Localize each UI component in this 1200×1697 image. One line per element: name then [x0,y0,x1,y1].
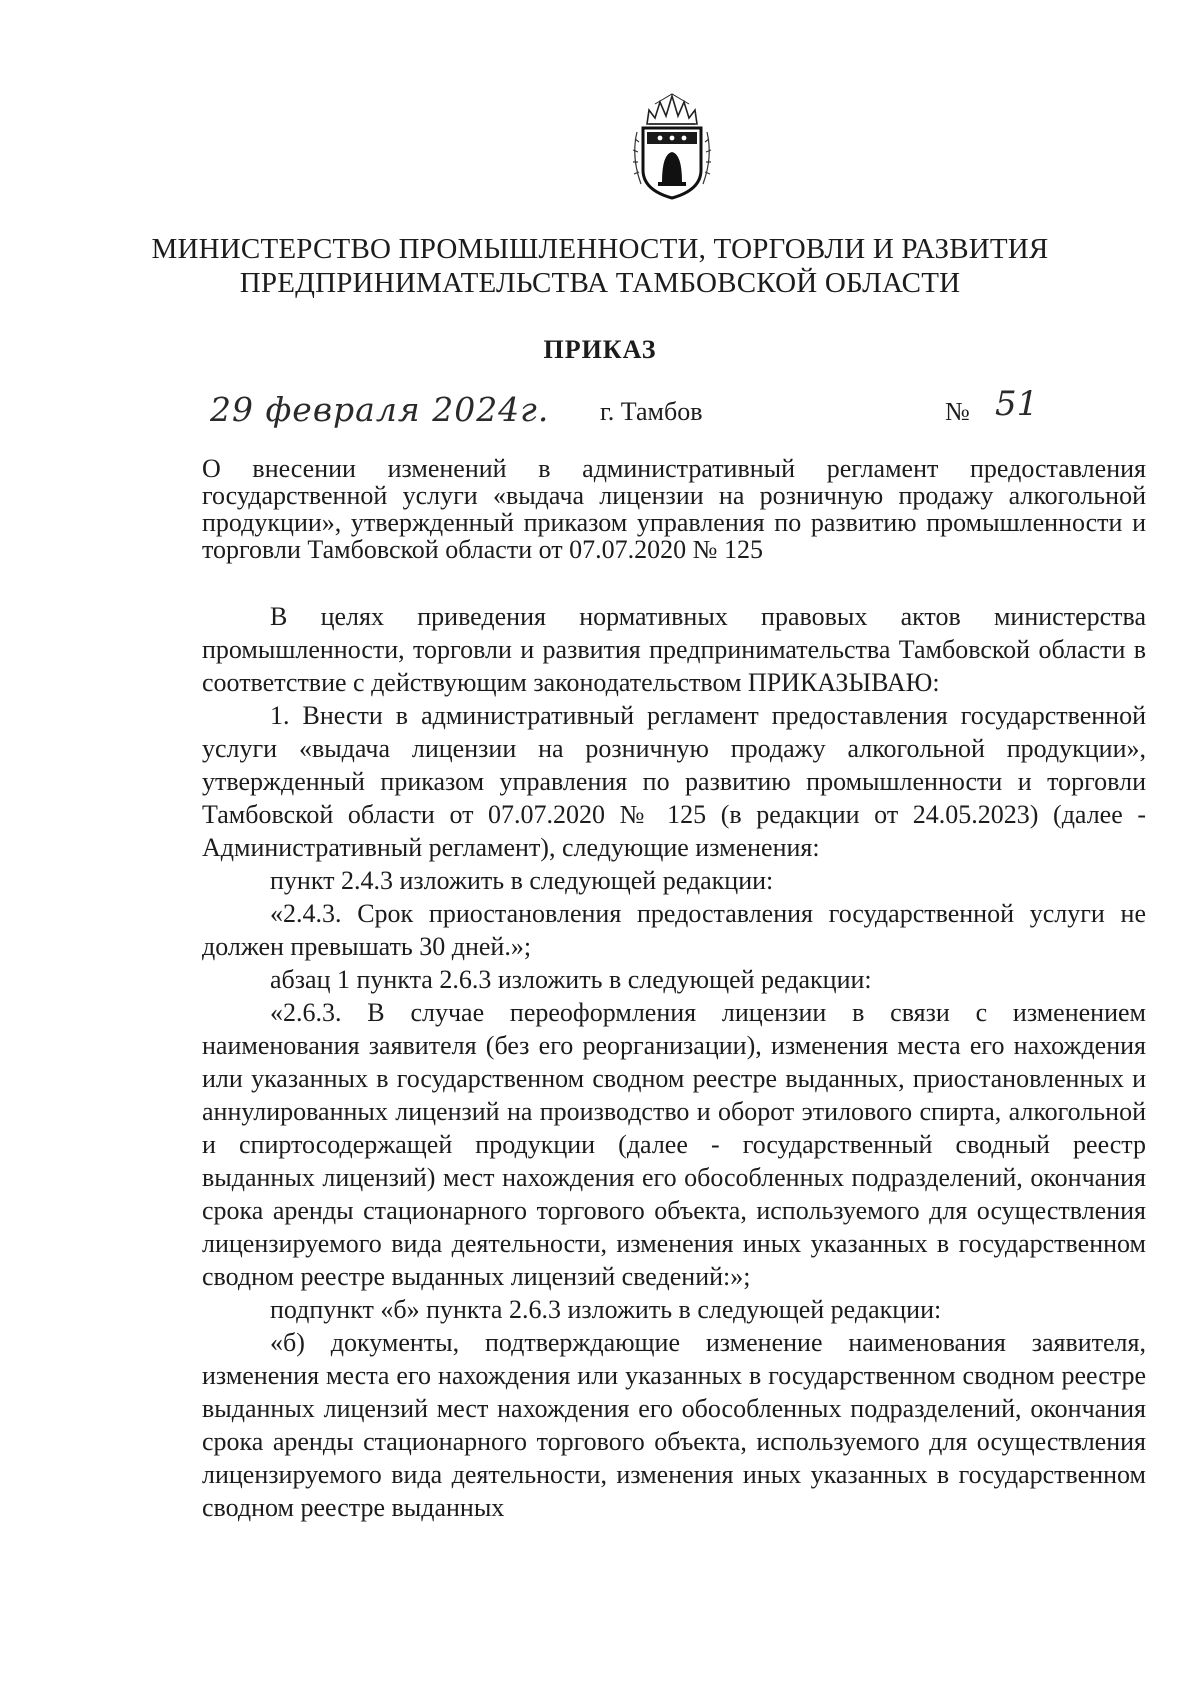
ministry-name-line1: МИНИСТЕРСТВО ПРОМЫШЛЕННОСТИ, ТОРГОВЛИ И РАЗВИТИЯ [151,233,1049,265]
paragraph: подпункт «б» пункта 2.6.3 изложить в следующей редакции: [270,1295,942,1324]
handwritten-date: 29 февраля 2024г. [210,390,550,429]
number-sign: № [945,397,970,426]
paragraph: 1. Внести в административный регламент предоставления государственной услуги «выдача лицензии на розничную продажу алкогольной продукции», утвержденный приказом управления по развитию промышленности и торговли Тамбовской области от 07.07.2020 № 125 (в редакции от 24.05.2023) (далее - Административный регламент), следующие изменения: [202,701,1146,862]
paragraph: пункт 2.4.3 изложить в следующей редакции: [270,866,774,895]
paragraph: «б) документы, подтверждающие изменение наименования заявителя, изменения места его нахождения или указанных в государственном сводном реестре выданных лицензий мест нахождения его обособленных подразделений, окончания срока аренды стационарного торгового объекта, используемого для осуществления лицензируемого вида деятельности, изменения иных указанных в государственном сводном реестре выданных [202,1328,1146,1522]
order-body [202,600,1146,1524]
city: г. Тамбов [600,397,703,426]
handwritten-number: 51 [995,384,1039,424]
paragraph: «2.4.3. Срок приостановления предоставления государственной услуги не должен превышать 30 дней.»; [202,899,1146,961]
paragraph: абзац 1 пункта 2.6.3 изложить в следующей редакции: [270,965,872,994]
ministry-name [150,232,1050,300]
order-title: О внесении изменений в административный регламент предоставления государственной услуги «выдача лицензии на розничную продажу алкогольной продукции», утвержденный приказом управления по развитию промышленности и торговли Тамбовской области от 07.07.2020 № 125 [202,454,1146,564]
coat-of-arms-icon [627,92,717,202]
ministry-name-line2: ПРЕДПРИНИМАТЕЛЬСТВА ТАМБОВСКОЙ ОБЛАСТИ [239,267,961,299]
paragraph: В целях приведения нормативных правовых актов министерства промышленности, торговли и развития предпринимательства Тамбовской области в соответствие с действующим законодательством ПРИКАЗЫВАЮ: [202,602,1146,697]
paragraph: «2.6.3. В случае переоформления лицензии в связи с изменением наименования заявителя (без его реорганизации), изменения места его нахождения или указанных в государственном сводном реестре выданных, приостановленных и аннулированных лицензий на производство и оборот этилового спирта, алкогольной и спиртосодержащей продукции (далее - государственный сводный реестр выданных лицензий) мест нахождения его обособленных подразделений, окончания срока аренды стационарного торгового объекта, используемого для осуществления лицензируемого вида деятельности, изменения иных указанных в государственном сводном реестре выданных лицензий сведений:»; [202,998,1146,1291]
document-type: ПРИКАЗ [543,335,657,364]
